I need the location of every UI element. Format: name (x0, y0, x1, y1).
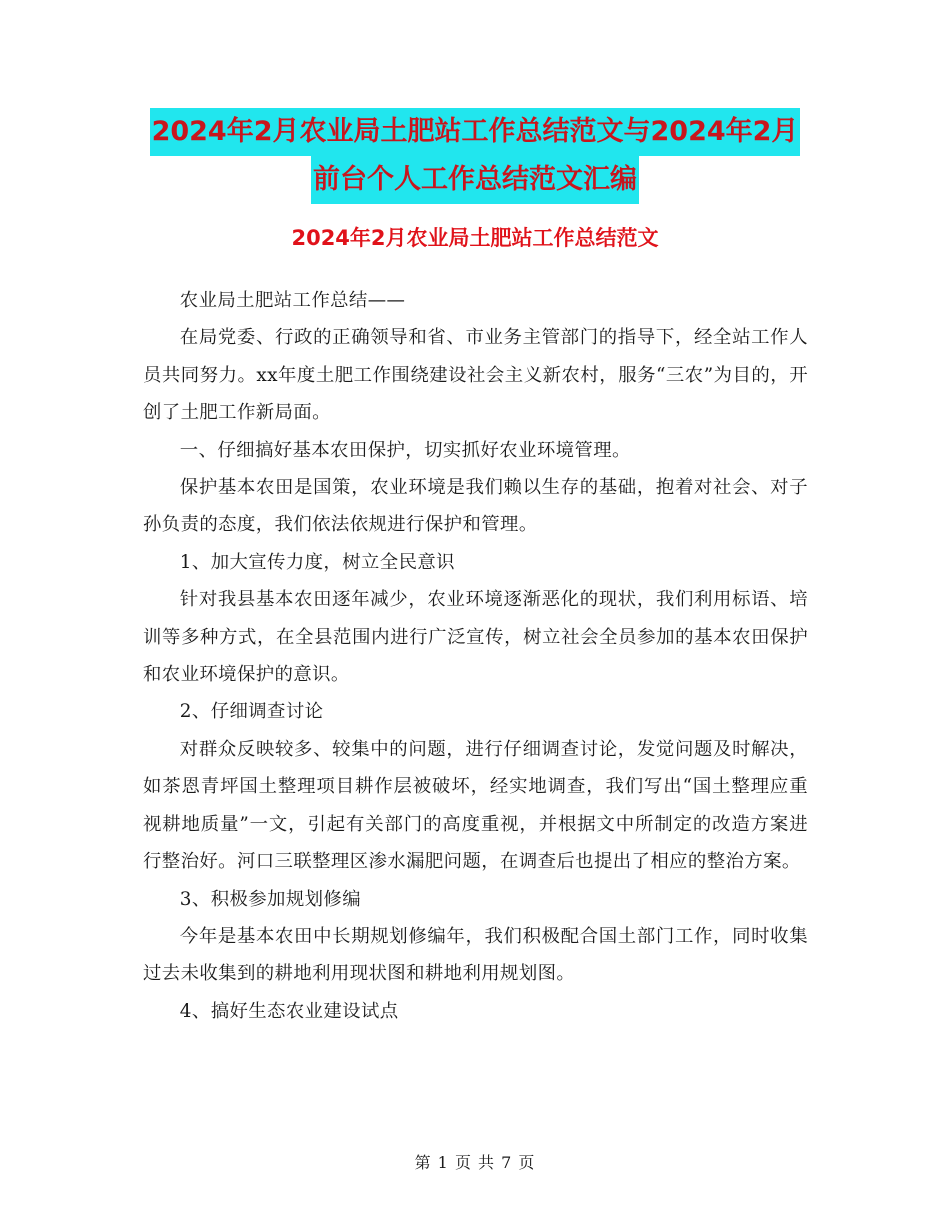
document-title-line-1: 2024年2月农业局土肥站工作总结范文与2024年2月 (150, 108, 801, 156)
paragraph: 农业局土肥站工作总结—— (179, 290, 406, 311)
paragraph: 一、仔细搞好基本农田保护，切实抓好农业环境管理。 (179, 439, 631, 461)
paragraph: 2、仔细调查讨论 (179, 701, 324, 723)
document-body (143, 282, 808, 1030)
paragraph: 对群众反映较多、较集中的问题，进行仔细调查讨论，发觉问题及时解决，如茶恩青坪国土整理项目耕作层被破坏，经实地调查，我们写出“国土整理应重视耕地质量”一文，引起有关部门的高度重视，并根据文中所制定的改造方案进行整治好。河口三联整理区渗水漏肥问题，在调查后也提出了相应的整治方案。 (143, 738, 808, 873)
paragraph: 3、积极参加规划修编 (179, 888, 362, 910)
paragraph: 1、加大宣传力度，树立全民意识 (179, 551, 455, 573)
section-title: 2024年2月农业局土肥站工作总结范文 (291, 226, 659, 250)
paragraph: 针对我县基本农田逐年减少，农业环境逐渐恶化的现状，我们利用标语、培训等多种方式，在全县范围内进行广泛宣传，树立社会全员参加的基本农田保护和农业环境保护的意识。 (143, 589, 808, 686)
paragraph: 4、搞好生态农业建设试点 (179, 1000, 399, 1022)
document-title (0, 108, 950, 204)
paragraph: 在局党委、行政的正确领导和省、市业务主管部门的指导下，经全站工作人员共同努力。xx年度土肥工作围绕建设社会主义新农村，服务“三农”为目的，开创了土肥工作新局面。 (143, 327, 808, 424)
paragraph: 保护基本农田是国策，农业环境是我们赖以生存的基础，抱着对社会、对子孙负责的态度，我们依法依规进行保护和管理。 (143, 477, 808, 536)
page-number-footer: 第 1 页 共 7 页 (414, 1153, 536, 1172)
document-title-line-2: 前台个人工作总结范文汇编 (311, 156, 639, 204)
paragraph: 今年是基本农田中长期规划修编年，我们积极配合国土部门工作，同时收集过去未收集到的耕地利用现状图和耕地利用规划图。 (143, 925, 808, 985)
